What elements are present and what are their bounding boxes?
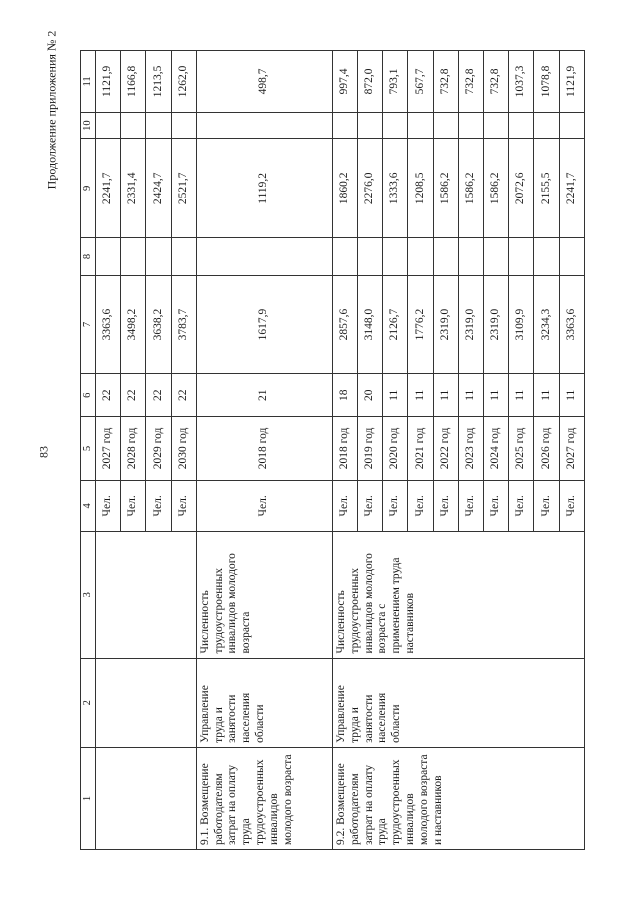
empty-cell — [121, 112, 146, 139]
empty-cell — [96, 747, 197, 849]
year-cell: 2018 год — [196, 417, 332, 481]
empty-cell — [408, 112, 433, 139]
header-cell: 3 — [81, 531, 96, 658]
empty-cell — [433, 112, 458, 139]
year-cell: 2021 год — [408, 417, 433, 481]
empty-cell — [121, 238, 146, 275]
unit-cell: Чел. — [509, 480, 534, 531]
empty-cell — [559, 238, 584, 275]
value-cell: 11 — [383, 374, 408, 417]
value-cell: 2241,7 — [559, 139, 584, 238]
value-cell: 1617,9 — [196, 275, 332, 374]
value-cell: 2857,6 — [332, 275, 357, 374]
empty-cell — [332, 238, 357, 275]
appendix-caption: Продолжение приложения № 2 — [44, 30, 59, 190]
empty-cell — [332, 112, 357, 139]
unit-cell: Чел. — [96, 480, 121, 531]
empty-cell — [96, 658, 197, 747]
value-cell: 793,1 — [383, 51, 408, 113]
value-cell: 11 — [509, 374, 534, 417]
value-cell: 1586,2 — [433, 139, 458, 238]
header-row — [81, 51, 96, 850]
value-cell: 2331,4 — [121, 139, 146, 238]
empty-cell — [534, 112, 559, 139]
unit-cell: Чел. — [196, 480, 332, 531]
unit-cell: Чел. — [332, 480, 357, 531]
value-cell: 1119,2 — [196, 139, 332, 238]
value-cell: 18 — [332, 374, 357, 417]
value-cell: 22 — [121, 374, 146, 417]
empty-cell — [96, 238, 121, 275]
value-cell: 732,8 — [433, 51, 458, 113]
empty-cell — [458, 238, 483, 275]
value-cell: 2155,5 — [534, 139, 559, 238]
empty-cell — [171, 112, 196, 139]
table-row — [96, 51, 121, 850]
unit-cell: Чел. — [146, 480, 171, 531]
empty-cell — [146, 112, 171, 139]
value-cell: 1586,2 — [484, 139, 509, 238]
value-cell: 1078,8 — [534, 51, 559, 113]
unit-cell: Чел. — [358, 480, 383, 531]
value-cell: 2521,7 — [171, 139, 196, 238]
header-cell: 6 — [81, 374, 96, 417]
header-cell: 9 — [81, 139, 96, 238]
value-cell: 1262,0 — [171, 51, 196, 113]
year-cell: 2030 год — [171, 417, 196, 481]
value-cell: 2276,0 — [358, 139, 383, 238]
value-cell: 3498,2 — [121, 275, 146, 374]
empty-cell — [96, 531, 197, 658]
header-cell: 8 — [81, 238, 96, 275]
year-cell: 2027 год — [96, 417, 121, 481]
empty-cell — [383, 238, 408, 275]
year-cell: 2025 год — [509, 417, 534, 481]
measure-name-cell: 9.1. Возмещение работодателям затрат на оплату труда трудоустроенных инвалидов молодого возраста — [196, 747, 332, 849]
header-cell: 7 — [81, 275, 96, 374]
value-cell: 2126,7 — [383, 275, 408, 374]
unit-cell: Чел. — [458, 480, 483, 531]
value-cell: 567,7 — [408, 51, 433, 113]
header-cell: 10 — [81, 112, 96, 139]
empty-cell — [484, 238, 509, 275]
unit-cell: Чел. — [171, 480, 196, 531]
value-cell: 3109,9 — [509, 275, 534, 374]
unit-cell: Чел. — [433, 480, 458, 531]
value-cell: 1121,9 — [559, 51, 584, 113]
year-cell: 2024 год — [484, 417, 509, 481]
value-cell: 3234,3 — [534, 275, 559, 374]
empty-cell — [559, 112, 584, 139]
value-cell: 2319,0 — [458, 275, 483, 374]
value-cell: 11 — [433, 374, 458, 417]
indicator-cell: Численность трудоустроенных инвалидов молодого возраста — [196, 531, 332, 658]
rotated-table-container — [80, 50, 585, 850]
value-cell: 498,7 — [196, 51, 332, 113]
year-cell: 2018 год — [332, 417, 357, 481]
empty-cell — [383, 112, 408, 139]
value-cell: 22 — [171, 374, 196, 417]
value-cell: 1213,5 — [146, 51, 171, 113]
value-cell: 1121,9 — [96, 51, 121, 113]
value-cell: 732,8 — [458, 51, 483, 113]
value-cell: 2424,7 — [146, 139, 171, 238]
empty-cell — [408, 238, 433, 275]
page-number: 83 — [36, 446, 51, 458]
value-cell: 3638,2 — [146, 275, 171, 374]
value-cell: 3148,0 — [358, 275, 383, 374]
indicator-cell: Численность трудоустроенных инвалидов молодого возраста с применением труда наставников — [332, 531, 584, 658]
table-row — [332, 51, 357, 850]
value-cell: 1586,2 — [458, 139, 483, 238]
year-cell: 2026 год — [534, 417, 559, 481]
year-cell: 2029 год — [146, 417, 171, 481]
value-cell: 3363,6 — [96, 275, 121, 374]
program-table — [80, 50, 585, 850]
value-cell: 2241,7 — [96, 139, 121, 238]
unit-cell: Чел. — [484, 480, 509, 531]
header-cell: 5 — [81, 417, 96, 481]
empty-cell — [358, 238, 383, 275]
value-cell: 872,0 — [358, 51, 383, 113]
value-cell: 20 — [358, 374, 383, 417]
unit-cell: Чел. — [534, 480, 559, 531]
unit-cell: Чел. — [559, 480, 584, 531]
value-cell: 1037,3 — [509, 51, 534, 113]
empty-cell — [358, 112, 383, 139]
year-cell: 2019 год — [358, 417, 383, 481]
unit-cell: Чел. — [383, 480, 408, 531]
table-body — [81, 51, 585, 850]
value-cell: 3363,6 — [559, 275, 584, 374]
organization-cell: Управление труда и занятости населения области — [196, 658, 332, 747]
unit-cell: Чел. — [121, 480, 146, 531]
header-cell: 4 — [81, 480, 96, 531]
value-cell: 22 — [96, 374, 121, 417]
year-cell: 2020 год — [383, 417, 408, 481]
value-cell: 21 — [196, 374, 332, 417]
empty-cell — [196, 238, 332, 275]
value-cell: 997,4 — [332, 51, 357, 113]
year-cell: 2023 год — [458, 417, 483, 481]
empty-cell — [171, 238, 196, 275]
empty-cell — [458, 112, 483, 139]
organization-cell: Управление труда и занятости населения области — [332, 658, 584, 747]
value-cell: 22 — [146, 374, 171, 417]
measure-name-cell: 9.2. Возмещение работодателям затрат на оплату труда трудоустроенных инвалидов молодого возраста и наставников — [332, 747, 584, 849]
header-cell: 11 — [81, 51, 96, 113]
header-cell: 1 — [81, 747, 96, 849]
value-cell: 1333,6 — [383, 139, 408, 238]
unit-cell: Чел. — [408, 480, 433, 531]
value-cell: 11 — [408, 374, 433, 417]
value-cell: 11 — [559, 374, 584, 417]
value-cell: 2319,0 — [484, 275, 509, 374]
empty-cell — [484, 112, 509, 139]
empty-cell — [509, 112, 534, 139]
value-cell: 11 — [534, 374, 559, 417]
empty-cell — [433, 238, 458, 275]
year-cell: 2022 год — [433, 417, 458, 481]
empty-cell — [96, 112, 121, 139]
value-cell: 732,8 — [484, 51, 509, 113]
year-cell: 2028 год — [121, 417, 146, 481]
empty-cell — [196, 112, 332, 139]
empty-cell — [146, 238, 171, 275]
value-cell: 1166,8 — [121, 51, 146, 113]
empty-cell — [509, 238, 534, 275]
value-cell: 3783,7 — [171, 275, 196, 374]
header-cell: 2 — [81, 658, 96, 747]
table-row — [196, 51, 332, 850]
value-cell: 2319,0 — [433, 275, 458, 374]
value-cell: 11 — [458, 374, 483, 417]
value-cell: 11 — [484, 374, 509, 417]
value-cell: 1208,5 — [408, 139, 433, 238]
empty-cell — [534, 238, 559, 275]
value-cell: 1776,2 — [408, 275, 433, 374]
value-cell: 1860,2 — [332, 139, 357, 238]
year-cell: 2027 год — [559, 417, 584, 481]
value-cell: 2072,6 — [509, 139, 534, 238]
